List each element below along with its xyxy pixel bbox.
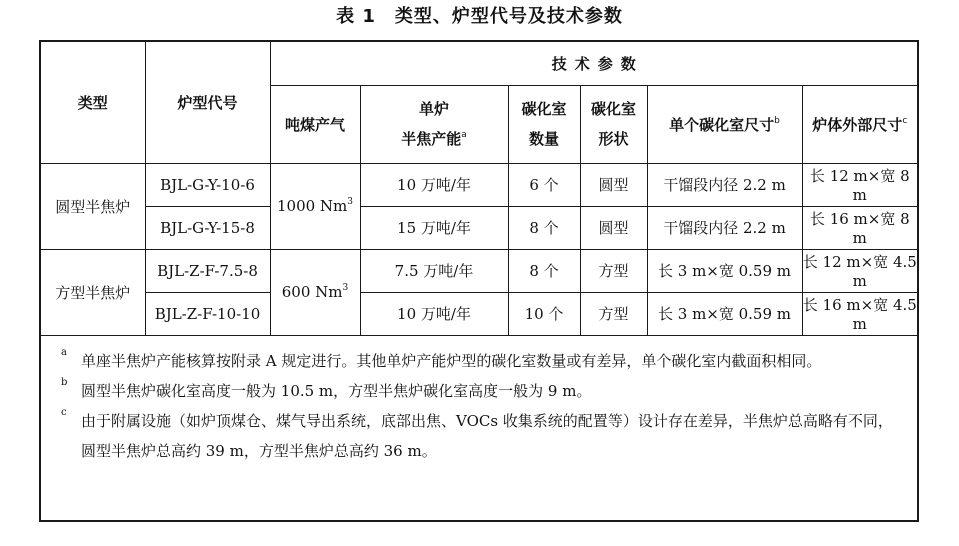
spec-table: [39, 40, 919, 522]
shape-cell: 方型: [580, 292, 647, 335]
table-row: [40, 249, 918, 292]
shape-cell: 圆型: [580, 163, 647, 206]
capacity-cell: 7.5 万吨/年: [360, 249, 508, 292]
chamber-size-cell: 长 3 m×宽 0.59 m: [647, 292, 802, 335]
header-type: 类型: [40, 41, 145, 163]
type-cell: 圆型半焦炉: [40, 163, 145, 249]
code-cell: BJL-Z-F-7.5-8: [145, 249, 270, 292]
footnote-marker: b: [61, 376, 68, 388]
count-cell: 8 个: [508, 206, 580, 249]
header-chamber-count: 碳化室 数量: [508, 85, 580, 163]
type-cell: 方型半焦炉: [40, 249, 145, 335]
footnote-c: [61, 406, 903, 466]
footnote-text: 圆型半焦炉碳化室高度一般为 10.5 m，方型半焦炉碳化室高度一般为 9 m。: [81, 381, 592, 400]
gas-cell: 600 Nm$^3$: [270, 249, 360, 335]
gas-cell: 1000 Nm$^3$: [270, 163, 360, 249]
outer-size-cell: 长 16 m×宽 8 m: [802, 206, 918, 249]
footnote-b: [61, 376, 903, 406]
header-outer-size: 炉体外部尺寸$^c$: [802, 85, 918, 163]
code-cell: BJL-G-Y-10-6: [145, 163, 270, 206]
chamber-size-cell: 干馏段内径 2.2 m: [647, 163, 802, 206]
footnote-marker: a: [61, 346, 67, 358]
table-row: [40, 206, 918, 249]
count-cell: 10 个: [508, 292, 580, 335]
capacity-cell: 10 万吨/年: [360, 163, 508, 206]
code-cell: BJL-G-Y-15-8: [145, 206, 270, 249]
header-params-group: 技术参数: [270, 41, 918, 85]
footnote-mark-b: b: [774, 115, 780, 126]
shape-cell: 圆型: [580, 206, 647, 249]
table-row: [40, 163, 918, 206]
header-code: 炉型代号: [145, 41, 270, 163]
count-cell: 8 个: [508, 249, 580, 292]
chamber-size-cell: 干馏段内径 2.2 m: [647, 206, 802, 249]
table-row: [40, 292, 918, 335]
outer-size-cell: 长 12 m×宽 8 m: [802, 163, 918, 206]
footnote-mark-c: c: [902, 115, 908, 126]
footnotes: [40, 335, 918, 521]
footnote-text: 由于附属设施（如炉顶煤仓、煤气导出系统，底部出焦、VOCs 收集系统的配置等）设计存在差异，半焦炉总高略有不同，圆型半焦炉总高约 39 m，方型半焦炉总高约 36 m。: [81, 411, 893, 460]
chamber-size-cell: 长 3 m×宽 0.59 m: [647, 249, 802, 292]
notes-row: [40, 335, 918, 521]
header-gas: 吨煤产气: [270, 85, 360, 163]
shape-cell: 方型: [580, 249, 647, 292]
footnote-mark-a: a: [461, 130, 467, 140]
header-chamber-size: 单个碳化室尺寸$^b$: [647, 85, 802, 163]
capacity-cell: 15 万吨/年: [360, 206, 508, 249]
footnote-marker: c: [61, 406, 67, 418]
capacity-cell: 10 万吨/年: [360, 292, 508, 335]
header-chamber-shape: 碳化室 形状: [580, 85, 647, 163]
footnote-a: [61, 346, 903, 376]
code-cell: BJL-Z-F-10-10: [145, 292, 270, 335]
outer-size-cell: 长 16 m×宽 4.5 m: [802, 292, 918, 335]
count-cell: 6 个: [508, 163, 580, 206]
header-capacity: 单炉 半焦产能$^a$: [360, 85, 508, 163]
table-title: 表 1 类型、炉型代号及技术参数: [336, 6, 623, 27]
outer-size-cell: 长 12 m×宽 4.5 m: [802, 249, 918, 292]
footnote-text: 单座半焦炉产能核算按附录 A 规定进行。其他单炉产能炉型的碳化室数量或有差异，单个碳化室内截面积相同。: [81, 351, 822, 370]
